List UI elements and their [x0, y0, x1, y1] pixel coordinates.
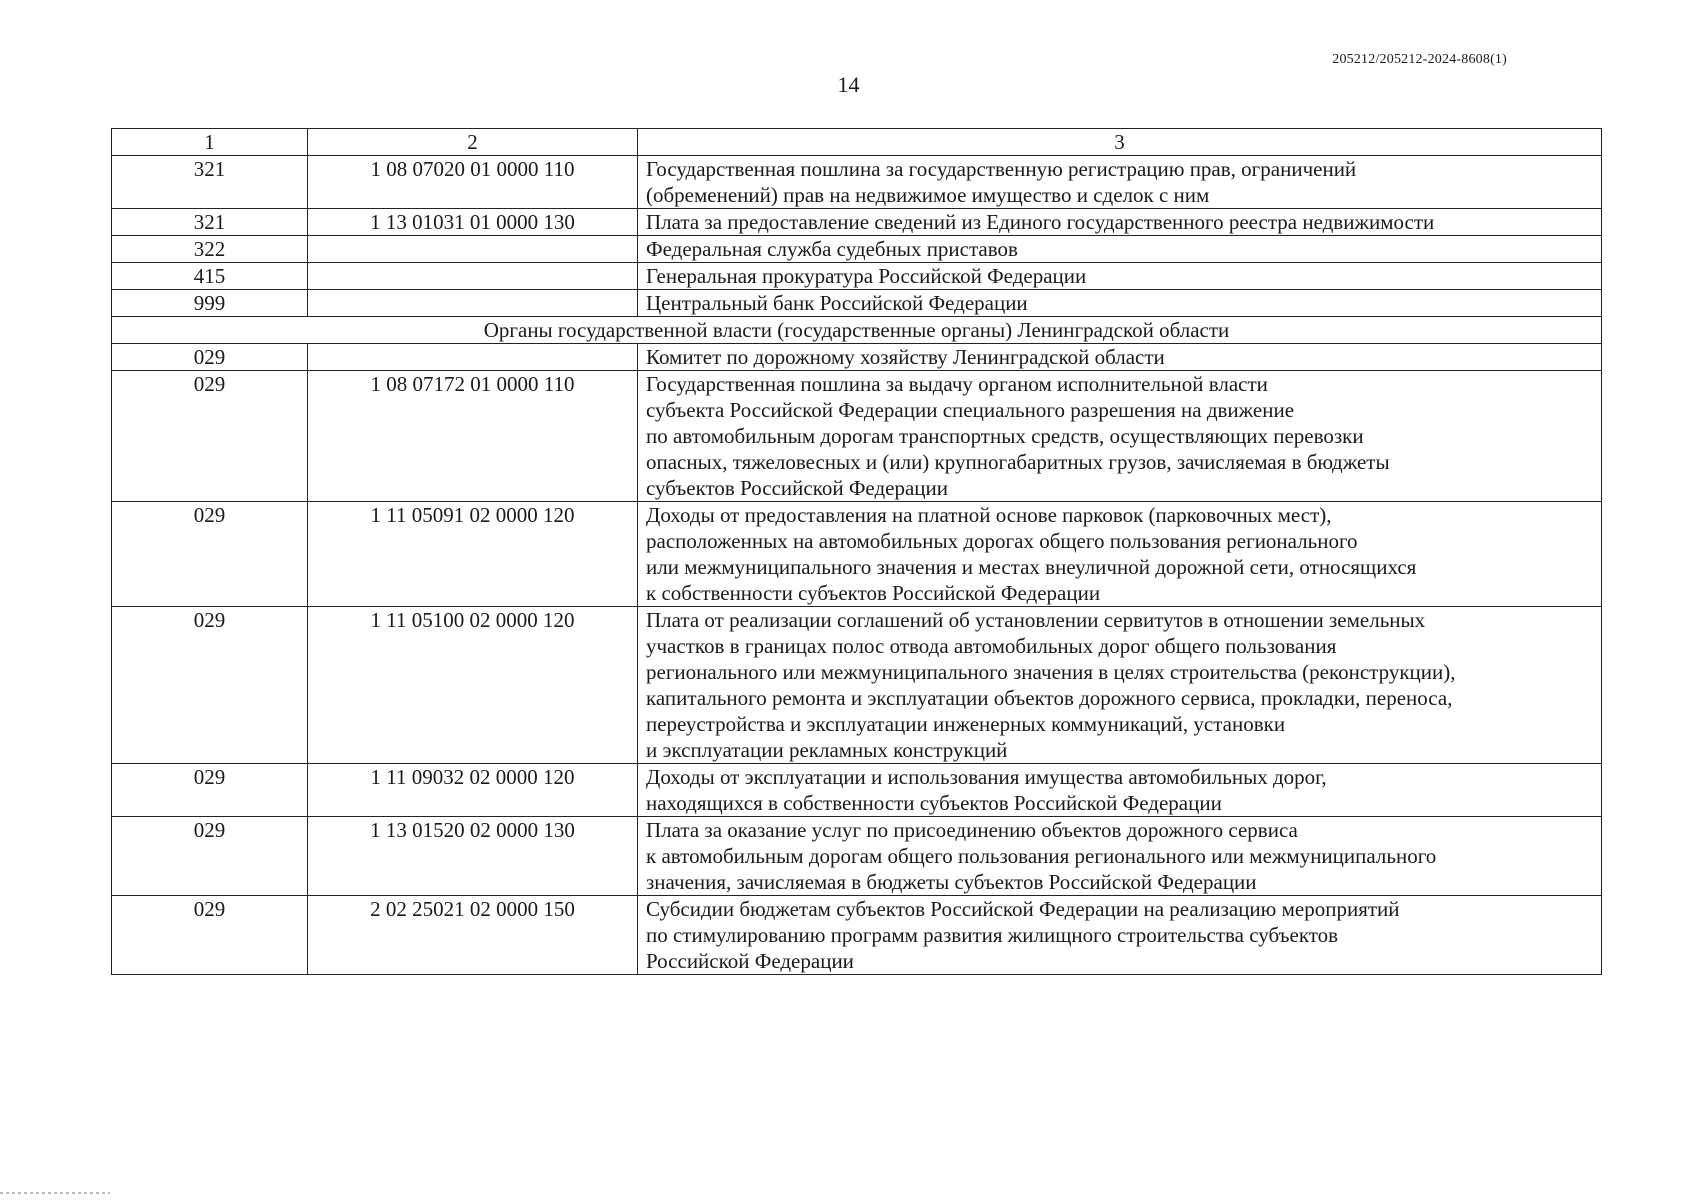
revenue-name-cell: Плата за предоставление сведений из Единого государственного реестра недвижимости	[638, 209, 1602, 236]
admin-code-cell: 321	[112, 156, 308, 209]
revenue-code-cell	[308, 290, 638, 317]
revenue-name-cell: Субсидии бюджетам субъектов Российской Федерации на реализацию мероприятий по стимулированию программ развития жилищного строительства субъектов Российской Федерации	[638, 896, 1602, 975]
table-body	[112, 129, 1602, 975]
table-row	[112, 764, 1602, 817]
table-row	[112, 236, 1602, 263]
revenue-name-cell: Федеральная служба судебных приставов	[638, 236, 1602, 263]
revenue-codes-table	[111, 128, 1602, 975]
column-header-3: 3	[638, 129, 1602, 156]
revenue-name-cell: Плата за оказание услуг по присоединению объектов дорожного сервиса к автомобильным дорогам общего пользования регионального или межмуниципального значения, зачисляемая в бюджеты субъектов Российской Федерации	[638, 817, 1602, 896]
section-title: Органы государственной власти (государственные органы) Ленинградской области	[112, 317, 1602, 344]
revenue-code-cell: 2 02 25021 02 0000 150	[308, 896, 638, 975]
revenue-code-cell: 1 13 01520 02 0000 130	[308, 817, 638, 896]
revenue-code-cell: 1 08 07020 01 0000 110	[308, 156, 638, 209]
revenue-code-cell: 1 11 09032 02 0000 120	[308, 764, 638, 817]
revenue-name-cell: Государственная пошлина за выдачу органом исполнительной власти субъекта Российской Федерации специального разрешения на движение по автомобильным дорогам транспортных средств, осуществляющих перевозки опасных, тяжеловесных и (или) крупногабаритных грузов, зачисляемая в бюджеты субъектов Российской Федерации	[638, 371, 1602, 502]
admin-code-cell: 415	[112, 263, 308, 290]
table-row	[112, 344, 1602, 371]
revenue-name-cell: Государственная пошлина за государственную регистрацию прав, ограничений (обременений) прав на недвижимое имущество и сделок с ним	[638, 156, 1602, 209]
revenue-code-cell	[308, 236, 638, 263]
revenue-name-cell: Доходы от эксплуатации и использования имущества автомобильных дорог, находящихся в собственности субъектов Российской Федерации	[638, 764, 1602, 817]
admin-code-cell: 321	[112, 209, 308, 236]
table-row	[112, 209, 1602, 236]
table-row	[112, 502, 1602, 607]
revenue-name-cell: Генеральная прокуратура Российской Федерации	[638, 263, 1602, 290]
document-id: 205212/205212-2024-8608(1)	[1332, 52, 1507, 67]
revenue-code-cell: 1 11 05100 02 0000 120	[308, 607, 638, 764]
admin-code-cell: 029	[112, 371, 308, 502]
table-header-row	[112, 129, 1602, 156]
admin-code-cell: 999	[112, 290, 308, 317]
page-number: 14	[837, 72, 860, 97]
table-row	[112, 817, 1602, 896]
table-row	[112, 607, 1602, 764]
admin-code-cell: 029	[112, 607, 308, 764]
revenue-name-cell: Комитет по дорожному хозяйству Ленинградской области	[638, 344, 1602, 371]
revenue-name-cell: Доходы от предоставления на платной основе парковок (парковочных мест), расположенных на автомобильных дорогах общего пользования регионального или межмуниципального значения и местах внеуличной дорожной сети, относящихся к собственности субъектов Российской Федерации	[638, 502, 1602, 607]
admin-code-cell: 029	[112, 502, 308, 607]
column-header-1: 1	[112, 129, 308, 156]
table-row	[112, 290, 1602, 317]
revenue-code-cell: 1 13 01031 01 0000 130	[308, 209, 638, 236]
revenue-name-cell: Плата от реализации соглашений об установлении сервитутов в отношении земельных участков в границах полос отвода автомобильных дорог общего пользования регионального или межмуниципального значения в целях строительства (реконструкции), капитального ремонта и эксплуатации объектов дорожного сервиса, прокладки, переноса, переустройства и эксплуатации инженерных коммуникаций, установки и эксплуатации рекламных конструкций	[638, 607, 1602, 764]
revenue-name-cell: Центральный банк Российской Федерации	[638, 290, 1602, 317]
scan-artifact	[0, 1192, 110, 1194]
admin-code-cell: 029	[112, 896, 308, 975]
admin-code-cell: 322	[112, 236, 308, 263]
revenue-code-cell: 1 11 05091 02 0000 120	[308, 502, 638, 607]
column-header-2: 2	[308, 129, 638, 156]
admin-code-cell: 029	[112, 817, 308, 896]
revenue-code-cell	[308, 344, 638, 371]
admin-code-cell: 029	[112, 344, 308, 371]
table-row	[112, 896, 1602, 975]
admin-code-cell: 029	[112, 764, 308, 817]
revenue-code-cell	[308, 263, 638, 290]
section-row	[112, 317, 1602, 344]
table-row	[112, 263, 1602, 290]
table-row	[112, 371, 1602, 502]
revenue-code-cell: 1 08 07172 01 0000 110	[308, 371, 638, 502]
table-row	[112, 156, 1602, 209]
